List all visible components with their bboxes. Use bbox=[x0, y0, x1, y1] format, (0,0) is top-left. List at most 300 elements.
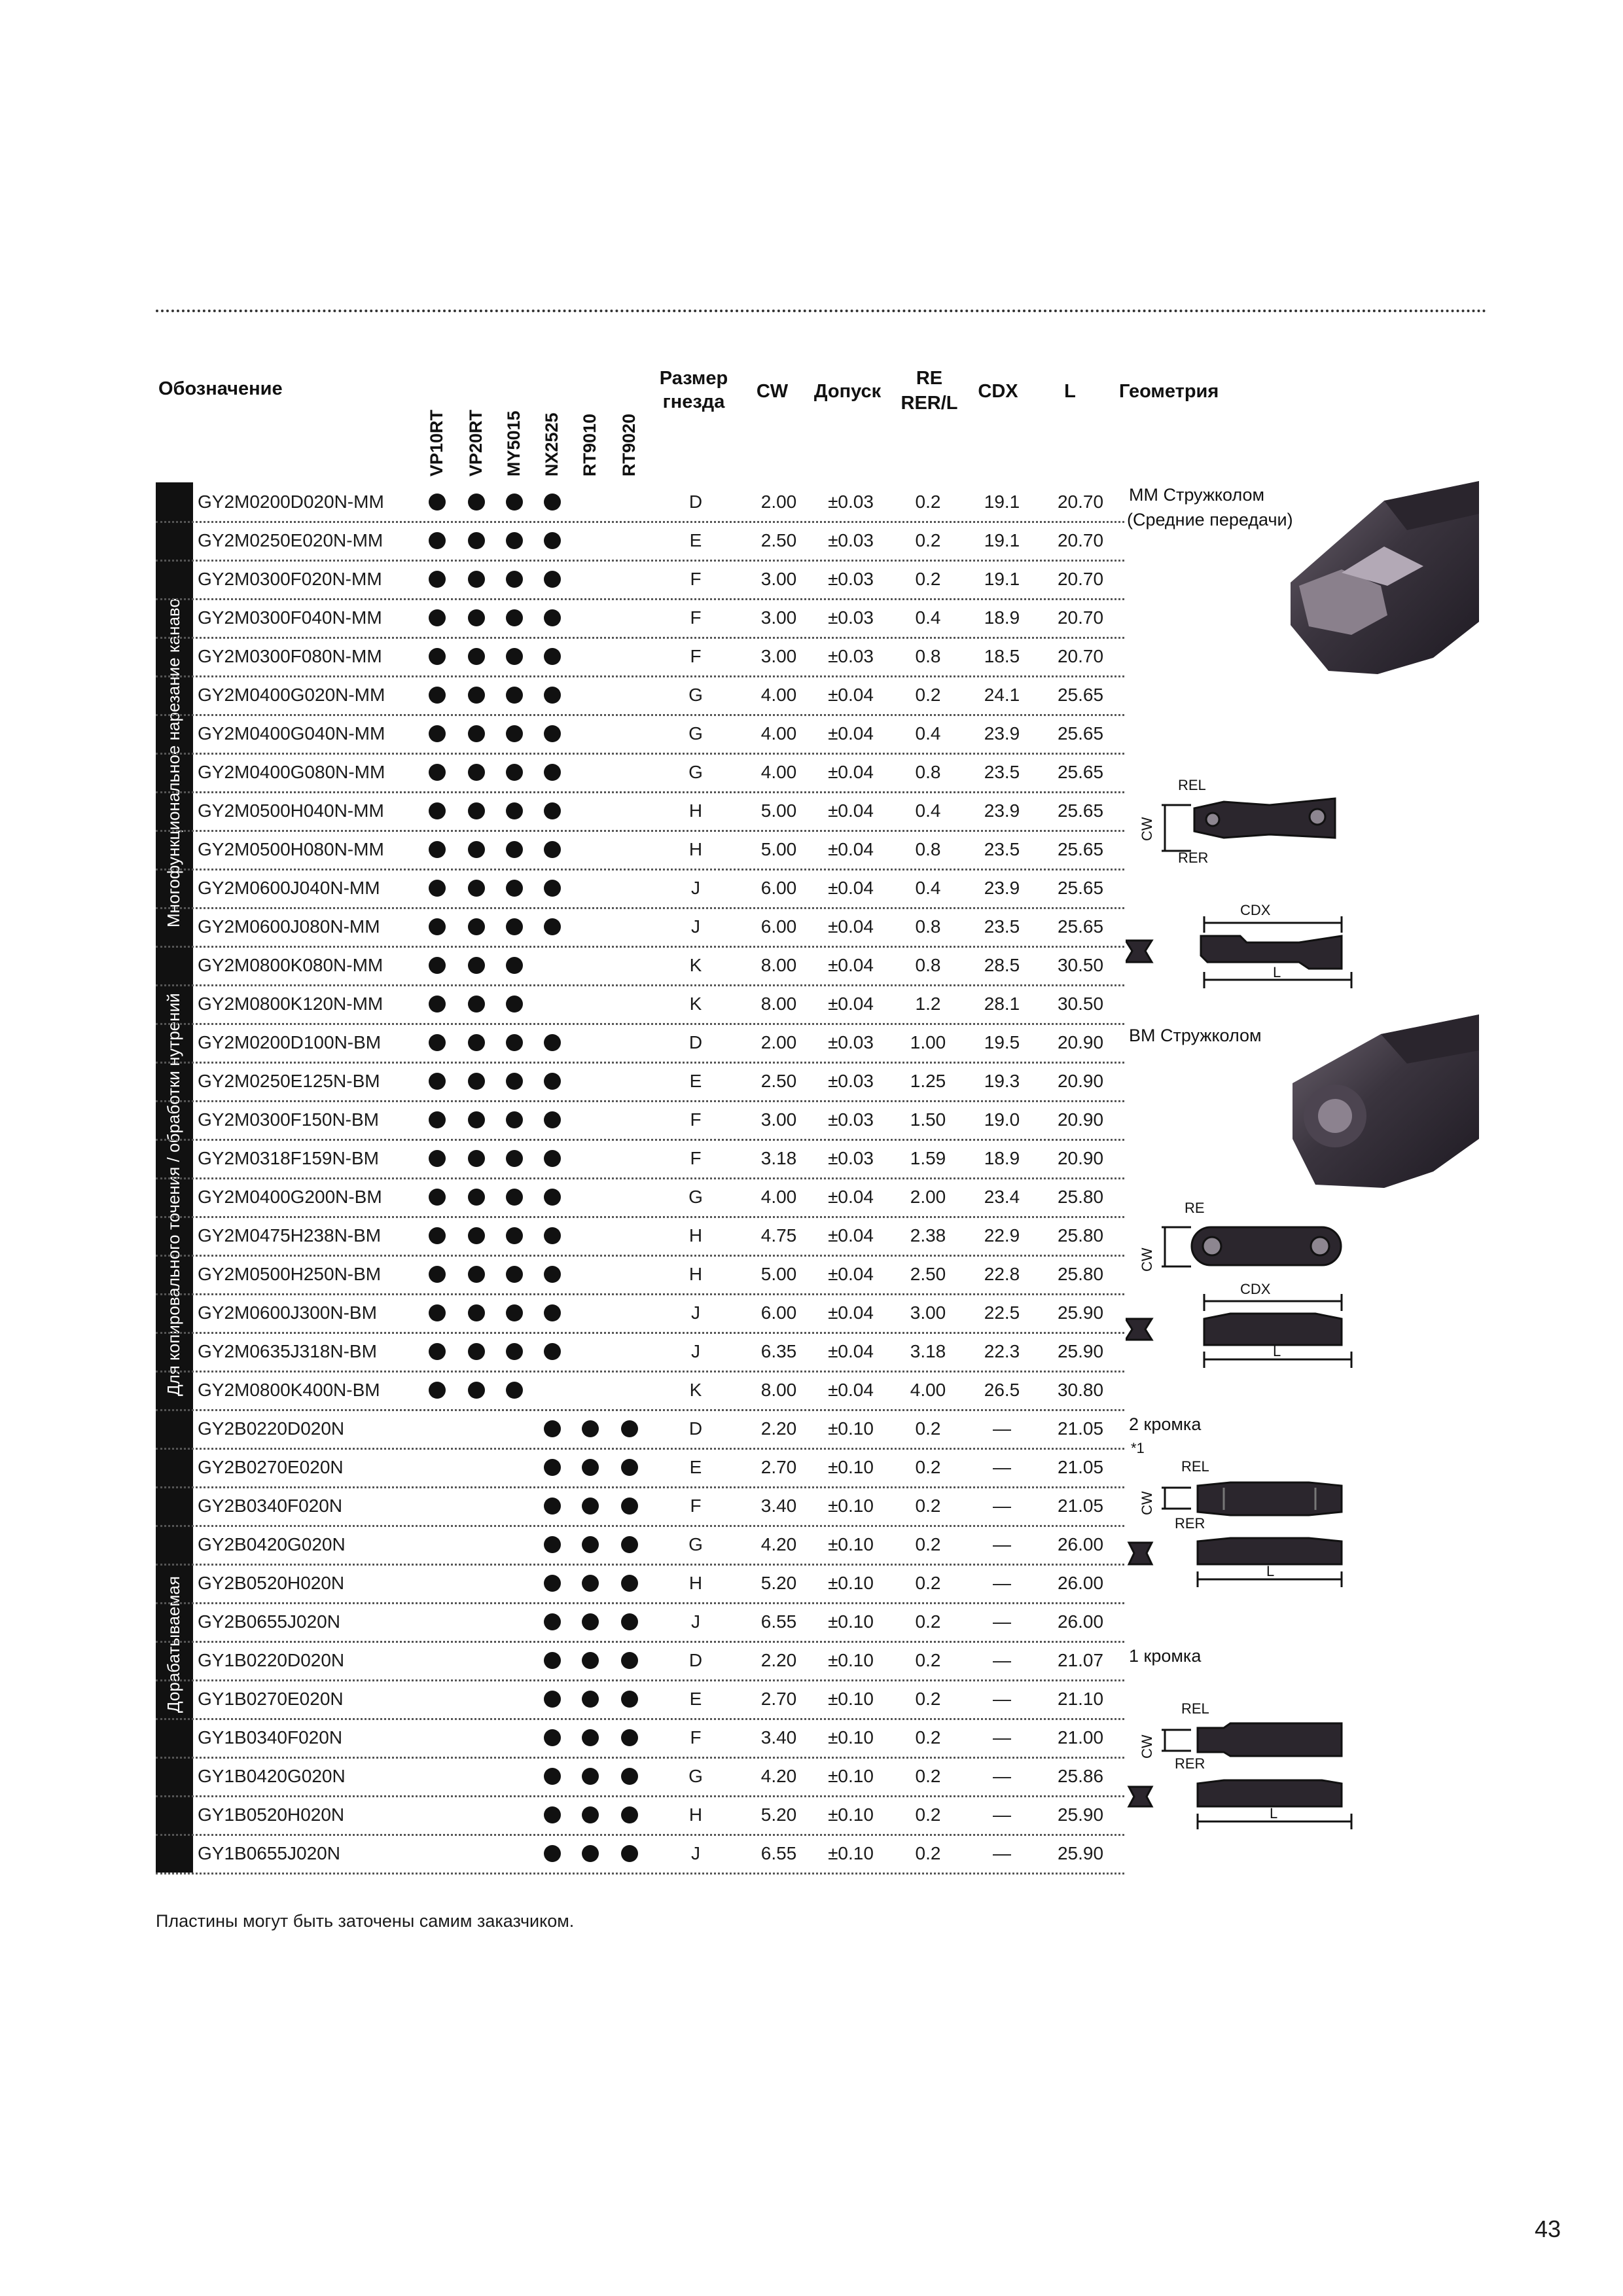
availability-dot bbox=[544, 1768, 561, 1785]
availability-dot bbox=[468, 1266, 485, 1283]
table-row bbox=[156, 1718, 1124, 1759]
cell-size: E bbox=[689, 1689, 702, 1709]
cell-tol: ±0.04 bbox=[828, 878, 874, 898]
availability-dot bbox=[506, 1382, 523, 1399]
geometry-mm-title: MM Стружколом bbox=[1129, 485, 1265, 505]
insert-designation: GY2M0500H080N-MM bbox=[198, 839, 384, 859]
cell-cdx: 23.5 bbox=[984, 916, 1020, 937]
cell-size: J bbox=[691, 1341, 700, 1361]
table-row bbox=[156, 1795, 1124, 1836]
cell-size: G bbox=[688, 1534, 703, 1554]
cell-tol: ±0.10 bbox=[828, 1573, 874, 1593]
availability-dot bbox=[544, 1266, 561, 1283]
cell-tol: ±0.10 bbox=[828, 1843, 874, 1863]
table-row bbox=[156, 1564, 1124, 1604]
cell-cw: 8.00 bbox=[760, 955, 797, 975]
cell-cdx: 23.5 bbox=[984, 762, 1020, 782]
cell-re: 1.50 bbox=[910, 1109, 946, 1130]
cell-cw: 6.55 bbox=[760, 1611, 797, 1632]
geometry-mm-subtitle: (Средние передачи) bbox=[1127, 510, 1293, 529]
availability-dot bbox=[506, 648, 523, 665]
cell-re: 0.2 bbox=[915, 1650, 941, 1670]
insert-designation: GY2B0420G020N bbox=[198, 1534, 346, 1554]
geometry-bm-title: BM Стружколом bbox=[1129, 1026, 1262, 1045]
cell-cw: 4.00 bbox=[760, 685, 797, 705]
cell-re: 0.2 bbox=[915, 1766, 941, 1786]
availability-dot bbox=[544, 532, 561, 549]
bm-re-label: RE bbox=[1185, 1200, 1205, 1216]
header-tolerance: Допуск bbox=[813, 381, 882, 402]
cell-size: H bbox=[688, 1804, 703, 1825]
availability-dot bbox=[506, 687, 523, 704]
cell-l: 21.10 bbox=[1057, 1689, 1104, 1709]
availability-dot bbox=[544, 1420, 561, 1437]
cell-cdx: — bbox=[993, 1843, 1011, 1863]
cell-cdx: — bbox=[993, 1727, 1011, 1748]
availability-dot bbox=[429, 1382, 446, 1399]
header-grade-vp20rt: VP20RT bbox=[466, 409, 486, 476]
availability-dot bbox=[468, 957, 485, 974]
cell-tol: ±0.04 bbox=[828, 762, 874, 782]
cell-size: F bbox=[690, 646, 702, 666]
insert-designation: GY1B0520H020N bbox=[198, 1804, 345, 1825]
cell-size: E bbox=[689, 1457, 702, 1477]
header-geometry: Геометрия bbox=[1119, 381, 1219, 402]
availability-dot bbox=[506, 764, 523, 781]
cell-tol: ±0.04 bbox=[828, 916, 874, 937]
mm-rer-label: RER bbox=[1178, 850, 1209, 866]
availability-dot bbox=[506, 1266, 523, 1283]
availability-dot bbox=[468, 880, 485, 897]
cell-size: H bbox=[688, 800, 703, 821]
availability-dot bbox=[544, 571, 561, 588]
cell-cw: 6.35 bbox=[760, 1341, 797, 1361]
table-row bbox=[156, 1100, 1124, 1141]
cell-size: F bbox=[690, 1148, 702, 1168]
cell-tol: ±0.03 bbox=[828, 530, 874, 550]
availability-dot bbox=[468, 764, 485, 781]
section-label-regrindable: Дорабатываемая bbox=[164, 1576, 183, 1713]
availability-dot bbox=[468, 1382, 485, 1399]
cell-cdx: 18.5 bbox=[984, 646, 1020, 666]
cell-l: 25.65 bbox=[1057, 762, 1104, 782]
cell-size: F bbox=[690, 569, 702, 589]
cell-size: G bbox=[688, 1187, 703, 1207]
availability-dot bbox=[468, 1227, 485, 1244]
cell-cw: 2.70 bbox=[760, 1689, 797, 1709]
footnote-mark: *1 bbox=[1131, 1440, 1145, 1456]
cell-cdx: 23.9 bbox=[984, 723, 1020, 744]
insert-designation: GY2M0800K400N-BM bbox=[198, 1380, 380, 1400]
availability-dot bbox=[468, 1189, 485, 1206]
availability-dot bbox=[544, 841, 561, 858]
availability-dot bbox=[506, 841, 523, 858]
cell-cdx: 23.4 bbox=[984, 1187, 1020, 1207]
availability-dot bbox=[468, 1034, 485, 1051]
availability-dot bbox=[544, 1845, 561, 1862]
cell-l: 25.80 bbox=[1057, 1264, 1104, 1284]
one-edge-rer-label: RER bbox=[1175, 1755, 1205, 1772]
availability-dot bbox=[544, 1575, 561, 1592]
cell-l: 25.65 bbox=[1057, 800, 1104, 821]
cell-l: 20.70 bbox=[1057, 607, 1104, 628]
cell-size: J bbox=[691, 1302, 700, 1323]
availability-dot bbox=[429, 841, 446, 858]
availability-dot bbox=[506, 1034, 523, 1051]
cell-size: F bbox=[690, 1109, 702, 1130]
cell-cdx: 19.1 bbox=[984, 569, 1020, 589]
insert-designation: GY2B0270E020N bbox=[198, 1457, 344, 1477]
cell-cdx: 28.1 bbox=[984, 994, 1020, 1014]
cell-tol: ±0.10 bbox=[828, 1611, 874, 1632]
insert-designation: GY2B0520H020N bbox=[198, 1573, 345, 1593]
cell-cdx: 24.1 bbox=[984, 685, 1020, 705]
cell-re: 0.2 bbox=[915, 1689, 941, 1709]
geometry-one-edge: 1 кромка bbox=[1129, 1646, 1202, 1666]
cell-re: 2.00 bbox=[910, 1187, 946, 1207]
table-row bbox=[156, 521, 1124, 562]
availability-dot bbox=[544, 1189, 561, 1206]
availability-dot bbox=[429, 1150, 446, 1167]
cell-tol: ±0.04 bbox=[828, 994, 874, 1014]
availability-dot bbox=[506, 493, 523, 511]
cell-re: 1.2 bbox=[915, 994, 941, 1014]
availability-dot bbox=[468, 802, 485, 819]
insert-designation: GY2M0400G020N-MM bbox=[198, 685, 385, 705]
availability-dot bbox=[429, 1266, 446, 1283]
availability-dot bbox=[468, 609, 485, 626]
cell-cdx: — bbox=[993, 1457, 1011, 1477]
cell-re: 0.8 bbox=[915, 955, 941, 975]
cell-tol: ±0.04 bbox=[828, 1341, 874, 1361]
availability-dot bbox=[468, 1304, 485, 1321]
header-grade-rt9020: RT9020 bbox=[619, 413, 639, 476]
cell-tol: ±0.03 bbox=[828, 1148, 874, 1168]
cell-cw: 8.00 bbox=[760, 994, 797, 1014]
availability-dot bbox=[506, 532, 523, 549]
availability-dot bbox=[506, 571, 523, 588]
availability-dot bbox=[621, 1652, 638, 1669]
cell-tol: ±0.04 bbox=[828, 839, 874, 859]
bm-top-view bbox=[1139, 1200, 1341, 1272]
insert-designation: GY1B0220D020N bbox=[198, 1650, 345, 1670]
cell-re: 0.8 bbox=[915, 916, 941, 937]
cell-cdx: 23.5 bbox=[984, 839, 1020, 859]
bm-l-label: L bbox=[1273, 1343, 1281, 1359]
cell-tol: ±0.10 bbox=[828, 1496, 874, 1516]
availability-dot bbox=[544, 1459, 561, 1476]
availability-dot bbox=[429, 880, 446, 897]
availability-dot bbox=[544, 648, 561, 665]
cell-cdx: — bbox=[993, 1804, 1011, 1825]
cell-l: 30.80 bbox=[1057, 1380, 1104, 1400]
availability-dot bbox=[506, 725, 523, 742]
insert-designation: GY2M0400G200N-BM bbox=[198, 1187, 382, 1207]
cell-cw: 3.00 bbox=[760, 1109, 797, 1130]
availability-dot bbox=[621, 1768, 638, 1785]
availability-dot bbox=[544, 1498, 561, 1515]
availability-dot bbox=[506, 802, 523, 819]
cell-cdx: 19.3 bbox=[984, 1071, 1020, 1091]
availability-dot bbox=[544, 1150, 561, 1167]
insert-designation: GY1B0420G020N bbox=[198, 1766, 346, 1786]
availability-dot bbox=[544, 1343, 561, 1360]
cell-tol: ±0.10 bbox=[828, 1650, 874, 1670]
table-row bbox=[156, 1486, 1124, 1527]
cell-tol: ±0.04 bbox=[828, 1225, 874, 1246]
availability-dot bbox=[621, 1420, 638, 1437]
cell-size: D bbox=[688, 1650, 703, 1670]
cell-cw: 3.40 bbox=[760, 1496, 797, 1516]
table-row bbox=[156, 1255, 1124, 1295]
table-row bbox=[156, 1332, 1124, 1372]
cell-cdx: 19.0 bbox=[984, 1109, 1020, 1130]
availability-dot bbox=[506, 1304, 523, 1321]
availability-dot bbox=[506, 1150, 523, 1167]
cell-tol: ±0.03 bbox=[828, 1032, 874, 1052]
header-grade-my5015: MY5015 bbox=[504, 410, 524, 476]
cell-l: 25.90 bbox=[1057, 1804, 1104, 1825]
cell-re: 0.2 bbox=[915, 1843, 941, 1863]
header-cw: CW bbox=[756, 381, 789, 402]
availability-dot bbox=[429, 532, 446, 549]
cell-re: 2.38 bbox=[910, 1225, 946, 1246]
cell-l: 25.90 bbox=[1057, 1302, 1104, 1323]
insert-designation: GY2M0475H238N-BM bbox=[198, 1225, 382, 1246]
availability-dot bbox=[544, 1111, 561, 1128]
cell-size: G bbox=[688, 723, 703, 744]
availability-dot bbox=[621, 1845, 638, 1862]
table-row bbox=[156, 1679, 1124, 1720]
availability-dot bbox=[429, 687, 446, 704]
cell-cw: 5.20 bbox=[760, 1573, 797, 1593]
cell-re: 1.00 bbox=[910, 1032, 946, 1052]
availability-dot bbox=[544, 1729, 561, 1746]
availability-dot bbox=[468, 1343, 485, 1360]
cell-tol: ±0.04 bbox=[828, 723, 874, 744]
cell-cw: 2.20 bbox=[760, 1650, 797, 1670]
cell-l: 20.70 bbox=[1057, 530, 1104, 550]
cell-re: 0.2 bbox=[915, 1457, 941, 1477]
insert-designation: GY2M0200D100N-BM bbox=[198, 1032, 382, 1052]
table-row bbox=[156, 1641, 1124, 1681]
cell-l: 25.65 bbox=[1057, 839, 1104, 859]
availability-dot bbox=[544, 1806, 561, 1823]
cell-re: 0.4 bbox=[915, 800, 941, 821]
cell-l: 25.90 bbox=[1057, 1341, 1104, 1361]
cell-cw: 8.00 bbox=[760, 1380, 797, 1400]
cell-cw: 2.70 bbox=[760, 1457, 797, 1477]
cell-size: H bbox=[688, 1225, 703, 1246]
availability-dot bbox=[429, 957, 446, 974]
cell-re: 0.8 bbox=[915, 839, 941, 859]
cell-cdx: 18.9 bbox=[984, 1148, 1020, 1168]
cell-cdx: 18.9 bbox=[984, 607, 1020, 628]
header-grade-vp10rt: VP10RT bbox=[427, 409, 446, 476]
availability-dot bbox=[429, 493, 446, 511]
two-edge-rer-label: RER bbox=[1175, 1515, 1205, 1532]
one-edge-side-view bbox=[1129, 1780, 1351, 1829]
cell-re: 0.2 bbox=[915, 1727, 941, 1748]
mm-top-view bbox=[1139, 777, 1335, 866]
cell-l: 26.00 bbox=[1057, 1611, 1104, 1632]
geometry-two-edge: 2 кромка bbox=[1129, 1414, 1202, 1434]
header-rer-l: RER/L bbox=[901, 393, 958, 414]
cell-cdx: 19.1 bbox=[984, 530, 1020, 550]
table-row bbox=[156, 1757, 1124, 1797]
cell-l: 30.50 bbox=[1057, 994, 1104, 1014]
availability-dot bbox=[468, 687, 485, 704]
cell-cdx: — bbox=[993, 1496, 1011, 1516]
cell-cdx: — bbox=[993, 1689, 1011, 1709]
insert-designation: GY2M0300F020N-MM bbox=[198, 569, 382, 589]
availability-dot bbox=[621, 1691, 638, 1708]
cell-re: 0.2 bbox=[915, 1611, 941, 1632]
cell-re: 0.2 bbox=[915, 1573, 941, 1593]
availability-dot bbox=[544, 687, 561, 704]
cell-size: G bbox=[688, 762, 703, 782]
cell-cw: 2.00 bbox=[760, 1032, 797, 1052]
table-row bbox=[156, 1834, 1124, 1874]
cell-l: 20.90 bbox=[1057, 1148, 1104, 1168]
cell-tol: ±0.03 bbox=[828, 1071, 874, 1091]
cell-cw: 4.75 bbox=[760, 1225, 797, 1246]
cell-tol: ±0.04 bbox=[828, 685, 874, 705]
cell-size: G bbox=[688, 685, 703, 705]
cell-cdx: 22.8 bbox=[984, 1264, 1020, 1284]
cell-l: 25.86 bbox=[1057, 1766, 1104, 1786]
cell-cw: 2.00 bbox=[760, 492, 797, 512]
cell-re: 2.50 bbox=[910, 1264, 946, 1284]
cell-re: 0.2 bbox=[915, 492, 941, 512]
header-re: RE bbox=[916, 368, 943, 389]
availability-dot bbox=[468, 1150, 485, 1167]
header-l: L bbox=[1064, 381, 1076, 402]
cell-l: 21.07 bbox=[1057, 1650, 1104, 1670]
header-grade-rt9010: RT9010 bbox=[580, 413, 599, 476]
cell-cdx: — bbox=[993, 1766, 1011, 1786]
availability-dot bbox=[506, 1343, 523, 1360]
availability-dot bbox=[468, 571, 485, 588]
availability-dot bbox=[582, 1613, 599, 1630]
cell-re: 3.00 bbox=[910, 1302, 946, 1323]
top-rule bbox=[156, 310, 1487, 312]
availability-dot bbox=[429, 648, 446, 665]
cell-cdx: 22.3 bbox=[984, 1341, 1020, 1361]
availability-dot bbox=[582, 1845, 599, 1862]
cell-cdx: 19.5 bbox=[984, 1032, 1020, 1052]
cell-re: 0.8 bbox=[915, 762, 941, 782]
cell-l: 20.90 bbox=[1057, 1109, 1104, 1130]
cell-cw: 5.20 bbox=[760, 1804, 797, 1825]
page-number: 43 bbox=[1535, 2215, 1561, 2242]
cell-re: 0.2 bbox=[915, 1418, 941, 1439]
table-row bbox=[156, 1139, 1124, 1179]
cell-cw: 2.50 bbox=[760, 1071, 797, 1091]
mm-cdx-label: CDX bbox=[1240, 902, 1271, 918]
availability-dot bbox=[429, 1189, 446, 1206]
cell-re: 0.8 bbox=[915, 646, 941, 666]
insert-designation: GY2B0340F020N bbox=[198, 1496, 343, 1516]
two-edge-top-view bbox=[1139, 1458, 1342, 1532]
cell-cw: 2.50 bbox=[760, 530, 797, 550]
cell-l: 25.80 bbox=[1057, 1187, 1104, 1207]
cell-tol: ±0.04 bbox=[828, 1264, 874, 1284]
cell-re: 0.2 bbox=[915, 569, 941, 589]
insert-designation: GY2M0250E125N-BM bbox=[198, 1071, 380, 1091]
availability-dot bbox=[429, 918, 446, 935]
header-grade-nx2525: NX2525 bbox=[542, 412, 562, 476]
availability-dot bbox=[506, 1073, 523, 1090]
availability-dot bbox=[582, 1498, 599, 1515]
availability-dot bbox=[506, 957, 523, 974]
cell-size: K bbox=[689, 955, 702, 975]
availability-dot bbox=[544, 725, 561, 742]
one-edge-top-view bbox=[1139, 1700, 1342, 1772]
cell-tol: ±0.10 bbox=[828, 1418, 874, 1439]
header-socket-size-1: Размер bbox=[659, 368, 728, 389]
availability-dot bbox=[544, 764, 561, 781]
cell-cw: 2.20 bbox=[760, 1418, 797, 1439]
table-row bbox=[156, 1062, 1124, 1102]
availability-dot bbox=[621, 1729, 638, 1746]
cell-size: H bbox=[688, 839, 703, 859]
cell-size: H bbox=[688, 1264, 703, 1284]
cell-tol: ±0.03 bbox=[828, 1109, 874, 1130]
availability-dot bbox=[544, 802, 561, 819]
insert-designation: GY2M0200D020N-MM bbox=[198, 492, 384, 512]
table-row bbox=[156, 560, 1124, 600]
table-row bbox=[156, 714, 1124, 755]
availability-dot bbox=[582, 1729, 599, 1746]
insert-designation: GY2M0400G080N-MM bbox=[198, 762, 385, 782]
cell-tol: ±0.04 bbox=[828, 955, 874, 975]
availability-dot bbox=[506, 1227, 523, 1244]
availability-dot bbox=[582, 1459, 599, 1476]
cell-cw: 5.00 bbox=[760, 800, 797, 821]
insert-designation: GY1B0270E020N bbox=[198, 1689, 344, 1709]
availability-dot bbox=[582, 1768, 599, 1785]
availability-dot bbox=[544, 1034, 561, 1051]
cell-cdx: — bbox=[993, 1650, 1011, 1670]
mm-cw-label: CW bbox=[1139, 817, 1155, 841]
cell-tol: ±0.03 bbox=[828, 492, 874, 512]
availability-dot bbox=[429, 1073, 446, 1090]
cell-tol: ±0.03 bbox=[828, 646, 874, 666]
cell-tol: ±0.10 bbox=[828, 1804, 874, 1825]
cell-cdx: — bbox=[993, 1534, 1011, 1554]
one-edge-l-label: L bbox=[1270, 1805, 1278, 1821]
cell-cdx: 26.5 bbox=[984, 1380, 1020, 1400]
availability-dot bbox=[468, 996, 485, 1013]
cell-cw: 6.00 bbox=[760, 1302, 797, 1323]
cell-re: 1.59 bbox=[910, 1148, 946, 1168]
availability-dot bbox=[429, 571, 446, 588]
cell-tol: ±0.04 bbox=[828, 800, 874, 821]
cell-cw: 4.00 bbox=[760, 723, 797, 744]
cell-tol: ±0.10 bbox=[828, 1534, 874, 1554]
availability-dot bbox=[544, 1227, 561, 1244]
insert-designation: GY2M0500H250N-BM bbox=[198, 1264, 382, 1284]
availability-dot bbox=[468, 725, 485, 742]
cell-size: E bbox=[689, 1071, 702, 1091]
cell-l: 21.05 bbox=[1057, 1457, 1104, 1477]
availability-dot bbox=[429, 725, 446, 742]
availability-dot bbox=[468, 841, 485, 858]
cell-l: 25.65 bbox=[1057, 685, 1104, 705]
cell-re: 0.2 bbox=[915, 1804, 941, 1825]
cell-l: 21.00 bbox=[1057, 1727, 1104, 1748]
